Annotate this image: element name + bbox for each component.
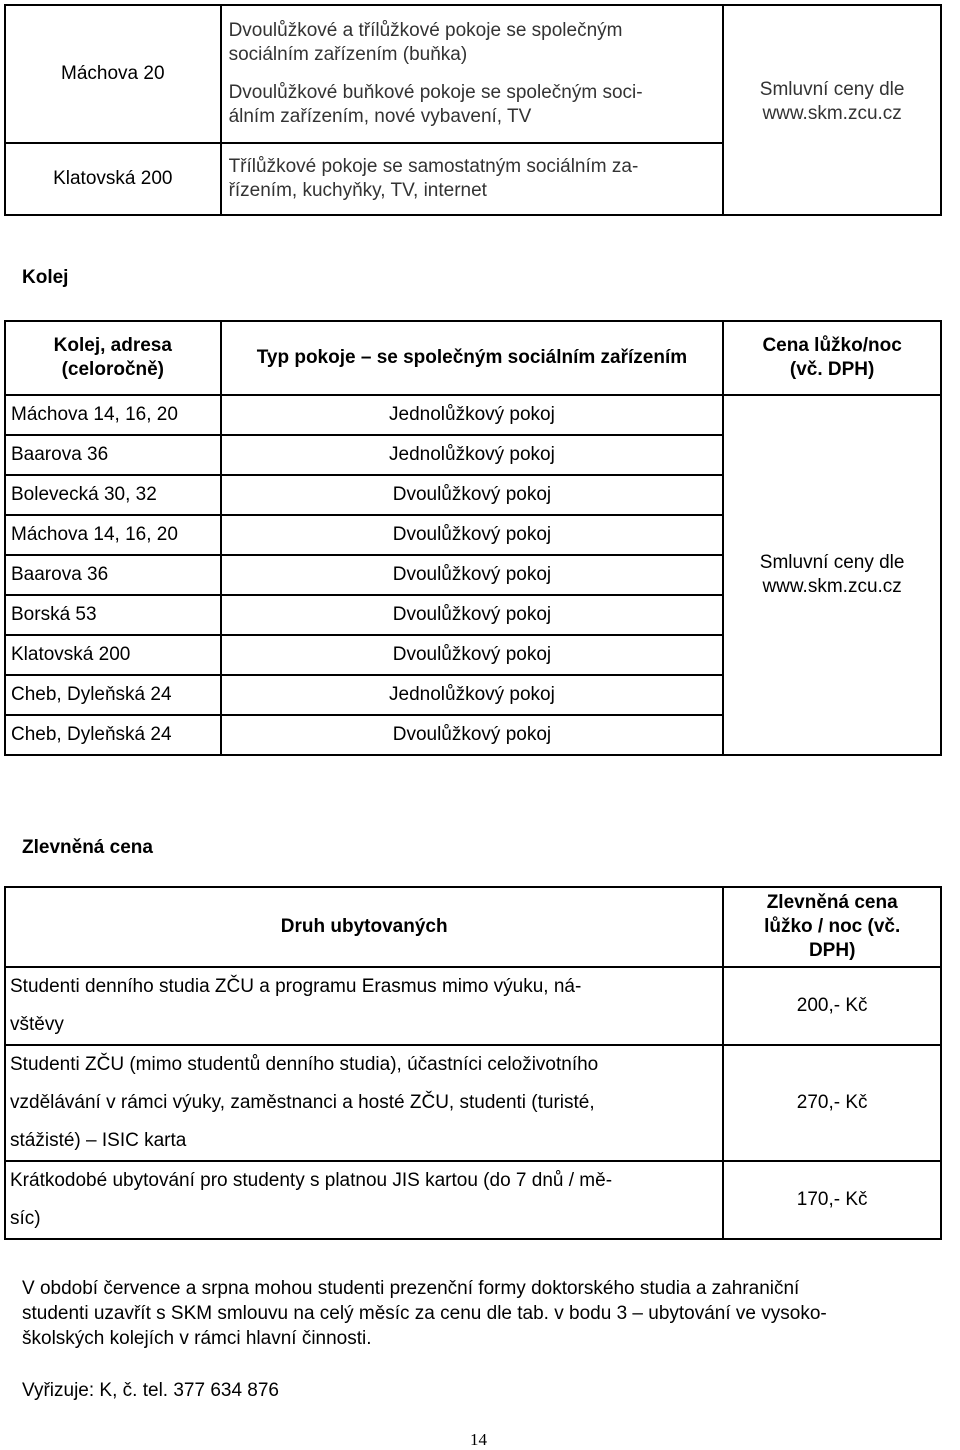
room-type-cell: Dvoulůžkový pokoj	[221, 475, 724, 515]
address-cell: Bolevecká 30, 32	[5, 475, 221, 515]
room-type-cell: Dvoulůžkové a třílůžkové pokoje se společným sociálním zařízením (buňka) Dvoulůžkové buňkové pokoje se společným soci- álním zařízením, nové vybavení, TV	[221, 5, 724, 143]
address-cell: Baarova 36	[5, 435, 221, 475]
discount-price-cell: 170,- Kč	[723, 1161, 941, 1239]
room-type-cell: Dvoulůžkový pokoj	[221, 715, 724, 755]
address-cell: Klatovská 200	[5, 635, 221, 675]
summer-note-paragraph: V období července a srpna mohou studenti prezenční formy doktorského studia a zahraniční studenti uzavřít s SKM smlouvu na celý měsíc za cenu dle tab. v bodu 3 – ubytování ve vysoko- školských kolejích v rámci hlavní činnosti.	[22, 1278, 827, 1349]
accommodation-table-2	[4, 320, 942, 756]
room-type-cell: Jednolůžkový pokoj	[221, 435, 724, 475]
address-cell: Máchova 14, 16, 20	[5, 395, 221, 435]
address-cell: Borská 53	[5, 595, 221, 635]
contact-line: Vyřizuje: K, č. tel. 377 634 876	[22, 1380, 280, 1401]
room-type-cell: Dvoulůžkový pokoj	[221, 515, 724, 555]
header-room-type: Typ pokoje – se společným sociálním zařízením	[221, 321, 724, 395]
header-discount-price: Zlevněná cena lůžko / noc (vč. DPH)	[723, 887, 941, 967]
price-cell: Smluvní ceny dle www.skm.zcu.cz	[723, 5, 941, 215]
address-cell: Cheb, Dyleňská 24	[5, 675, 221, 715]
room-type-cell: Jednolůžkový pokoj	[221, 395, 724, 435]
room-type-cell: Dvoulůžkový pokoj	[221, 635, 724, 675]
discount-price-cell: 200,- Kč	[723, 967, 941, 1045]
address-cell: Máchova 14, 16, 20	[5, 515, 221, 555]
address-cell: Klatovská 200	[5, 143, 221, 215]
section-heading-kolej: Kolej	[22, 267, 69, 288]
address-cell: Máchova 20	[5, 5, 221, 143]
guest-type-cell: Studenti ZČU (mimo studentů denního studia), účastníci celoživotního vzdělávání v rámci výuky, zaměstnanci a hosté ZČU, studenti (turisté, stážisté) – ISIC karta	[5, 1045, 723, 1161]
header-guest-type: Druh ubytovaných	[5, 887, 723, 967]
section-heading-discount: Zlevněná cena	[22, 837, 153, 858]
discount-price-cell: 270,- Kč	[723, 1045, 941, 1161]
header-address: Kolej, adresa (celoročně)	[5, 321, 221, 395]
room-type-cell: Jednolůžkový pokoj	[221, 675, 724, 715]
accommodation-table-1	[4, 4, 942, 216]
guest-type-cell: Krátkodobé ubytování pro studenty s platnou JIS kartou (do 7 dnů / mě- síc)	[5, 1161, 723, 1239]
room-type-cell: Dvoulůžkový pokoj	[221, 555, 724, 595]
guest-type-cell: Studenti denního studia ZČU a programu Erasmus mimo výuku, ná- vštěvy	[5, 967, 723, 1045]
price-cell: Smluvní ceny dle www.skm.zcu.cz	[723, 395, 941, 755]
room-type-cell: Třílůžkové pokoje se samostatným sociálním za- řízením, kuchyňky, TV, internet	[221, 143, 724, 215]
address-cell: Baarova 36	[5, 555, 221, 595]
page-number: 14	[470, 1430, 487, 1449]
address-cell: Cheb, Dyleňská 24	[5, 715, 221, 755]
room-type-cell: Dvoulůžkový pokoj	[221, 595, 724, 635]
discount-table	[4, 886, 942, 1240]
header-price: Cena lůžko/noc (vč. DPH)	[723, 321, 941, 395]
